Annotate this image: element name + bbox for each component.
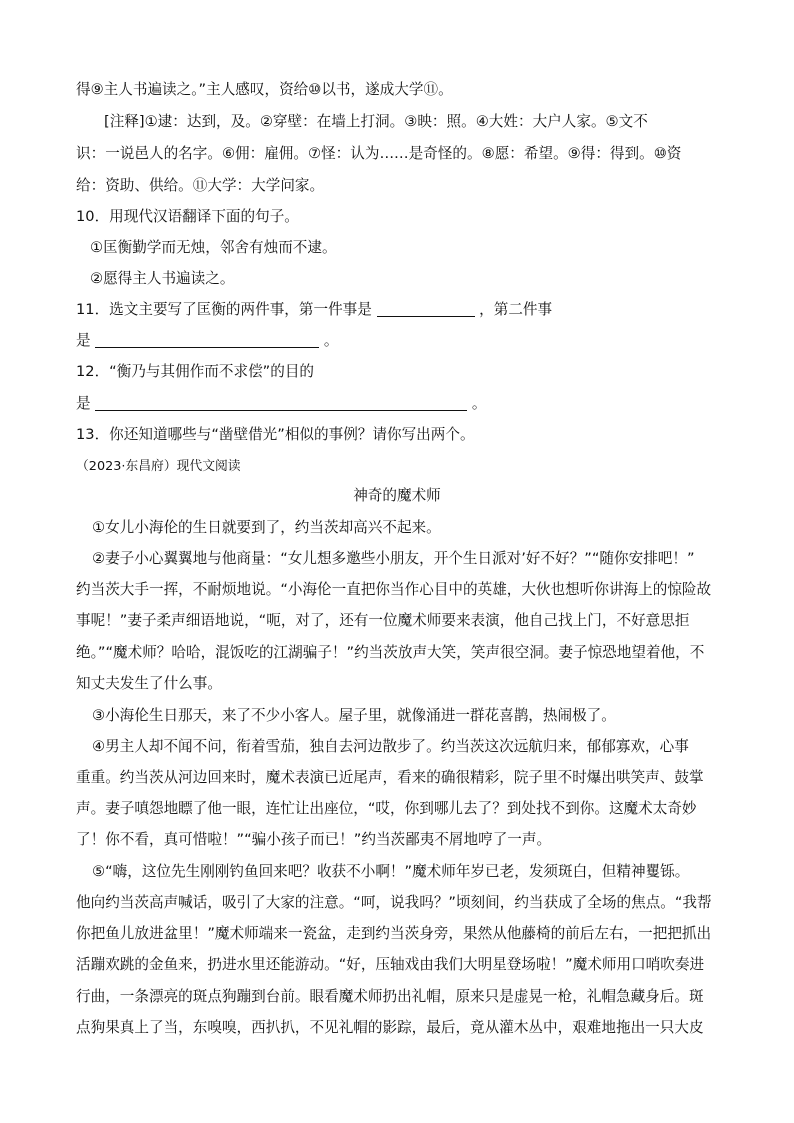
notes-line-1: [注释]①逮：达到，及。②穿壁：在墙上打洞。③映：照。④大姓：大户人家。⑤文不 bbox=[104, 113, 648, 130]
answer-blank-11a[interactable] bbox=[377, 301, 475, 317]
article-line: 事呢！”妻子柔声细语地说，“呃，对了，还有一位魔术师要来表演，他自己找上门，不好意思拒 bbox=[76, 612, 690, 629]
question-12-line-1: 12．“衡乃与其佣作而不求偿”的目的 bbox=[76, 363, 315, 380]
article-line: ③小海伦生日那天，来了不少小客人。屋子里，就像涌进一群花喜鹊，热闹极了。 bbox=[92, 707, 616, 724]
question-13: 13．你还知道哪些与“凿壁借光”相似的事例？请你写出两个。 bbox=[76, 426, 475, 443]
article-line: 行曲，一条漂亮的斑点狗蹦到台前。眼看魔术师扔出礼帽，原来只是虚晃一枪，礼帽急藏身后。斑 bbox=[76, 988, 704, 1005]
section-label: （2023·东昌府）现代文阅读 bbox=[76, 459, 241, 474]
question-12-line-2 bbox=[76, 394, 716, 414]
article-line: ④男主人却不闻不问，衔着雪茄，独自去河边散步了。约当茨这次远航归来，郁郁寡欢，心事 bbox=[92, 738, 689, 755]
article-title: 神奇的魔术师 bbox=[353, 487, 441, 504]
article-line: 点狗果真上了当，东嗅嗅，西扒扒，不见礼帽的影踪，最后，竟从灌木丛中，艰难地拖出一只大皮 bbox=[76, 1019, 704, 1036]
question-11-line-1 bbox=[76, 300, 716, 320]
question-10-sentence-1: ①匡衡勤学而无烛，邻舍有烛而不逮。 bbox=[90, 239, 337, 256]
question-10-sentence-2: ②愿得主人书遍读之。 bbox=[90, 270, 235, 287]
question-11-shi: 是 bbox=[76, 332, 91, 349]
article-line: 知丈夫发生了什么事。 bbox=[76, 675, 222, 692]
question-11-end: 。 bbox=[323, 332, 339, 349]
article-line: 他向约当茨高声喊话，吸引了大家的注意。“呵，说我吗？”顷刻间，约当获成了全场的焦点。“我帮 bbox=[76, 894, 712, 911]
question-11-line-2 bbox=[76, 331, 716, 351]
article-line: ⑤“嗨，这位先生刚刚钓鱼回来吧？收获不小啊！”魔术师年岁已老，发须斑白，但精神矍铄。 bbox=[92, 863, 690, 880]
notes-line-3: 给：资助、供给。⑪大学：大学问家。 bbox=[76, 177, 325, 194]
question-11-text: 11．选文主要写了匡衡的两件事，第一件事是 bbox=[76, 301, 372, 318]
article-line: 声。妻子嗔怨地瞟了他一眼，连忙让出座位，“哎，你到哪儿去了？到处找不到你。这魔术太奇妙 bbox=[76, 800, 697, 817]
article-line: 约当茨大手一挥，不耐烦地说。“小海伦一直把你当作心目中的英雄，大伙也想听你讲海上的惊险故 bbox=[76, 581, 712, 598]
passage-last-line: 得⑨主人书遍读之。”主人感叹，资给⑩以书，遂成大学⑪。 bbox=[76, 81, 453, 98]
question-12-shi: 是 bbox=[76, 395, 91, 412]
article-line: 活蹦欢跳的金鱼来，扔进水里还能游动。“好，压轴戏由我们大明星登场啦！”魔术师用口哨吹奏进 bbox=[76, 956, 705, 973]
question-12-end: 。 bbox=[471, 395, 487, 412]
article-line: 了！你不看，真可惜啦！”“骗小孩子而已！”约当茨鄙夷不屑地哼了一声。 bbox=[76, 831, 552, 848]
answer-blank-11b[interactable] bbox=[95, 332, 319, 348]
question-10-stem: 10．用现代汉语翻译下面的句子。 bbox=[76, 208, 299, 225]
question-11-text-b: ，第二件事 bbox=[479, 301, 553, 318]
notes-line-2: 识：一说邑人的名字。⑥佣：雇佣。⑦怪：认为……是奇怪的。⑧愿：希望。⑨得：得到。⑩资 bbox=[76, 145, 682, 162]
answer-blank-12[interactable] bbox=[95, 395, 467, 411]
article-line: 重重。约当茨从河边回来时，魔术表演已近尾声，看来的确很精彩，院子里不时爆出哄笑声、鼓掌 bbox=[76, 769, 704, 786]
article-line: ①女儿小海伦的生日就要到了，约当茨却高兴不起来。 bbox=[92, 519, 441, 536]
article-line: ②妻子小心翼翼地与他商量：“女儿想多邀些小朋友，开个生日派对’好不好？”“随你安排吧！” bbox=[92, 550, 695, 567]
article-line: 你把鱼儿放进盆里！”魔术师端来一瓷盆，走到约当茨身旁，果然从他藤椅的前后左右，一把把抓出 bbox=[76, 925, 712, 942]
article-line: 绝。”“魔术师？哈哈，混饭吃的江湖骗子！”约当茨放声大笑，笑声很空洞。妻子惊恐地望着他，不 bbox=[76, 644, 705, 661]
